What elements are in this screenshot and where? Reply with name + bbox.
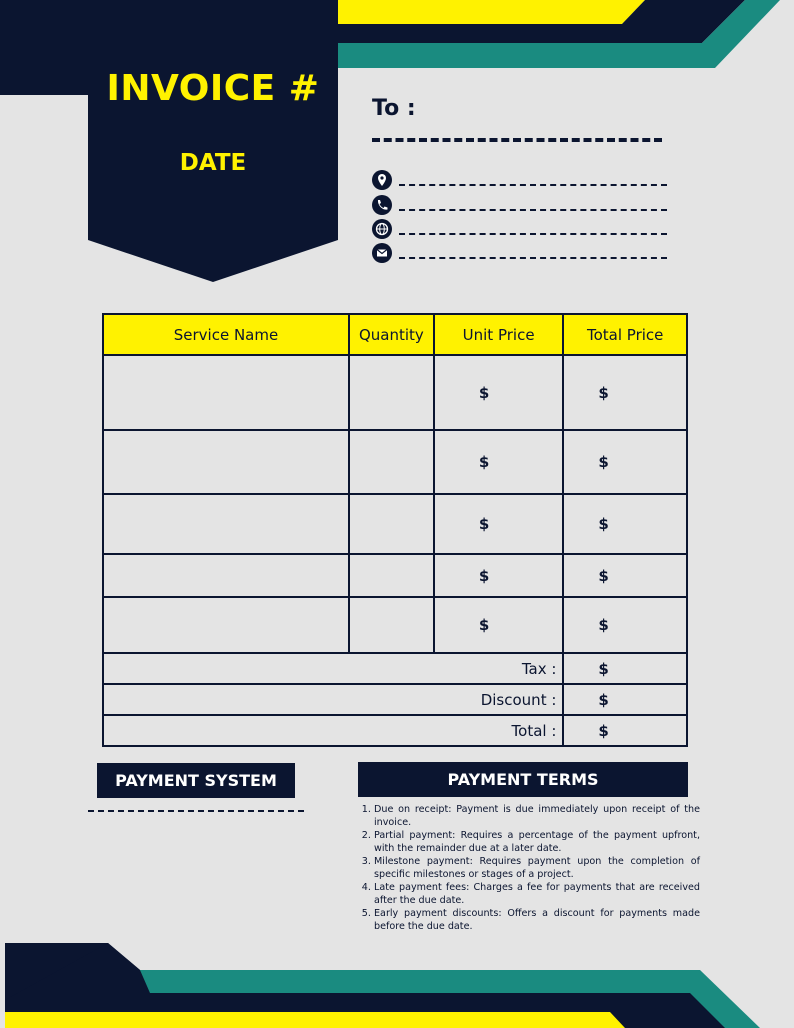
list-item: 3. Milestone payment: Requires payment upon the completion of specific milestones or stages of a project. (374, 855, 700, 881)
payment-terms-heading: PAYMENT TERMS (358, 762, 688, 797)
discount-value[interactable]: $ (563, 684, 687, 715)
list-item: 2. Partial payment: Requires a percentage of the payment upfront, with the remainder due at a later date. (374, 829, 700, 855)
discount-row (103, 684, 687, 715)
address-line[interactable] (399, 184, 667, 186)
total-price-cell[interactable]: $ (563, 355, 687, 430)
discount-label: Discount : (103, 684, 563, 715)
address-row (372, 170, 672, 192)
globe-icon (372, 219, 392, 239)
unit-price-cell[interactable]: $ (434, 430, 564, 494)
quantity-cell[interactable] (349, 430, 434, 494)
unit-price-cell[interactable]: $ (434, 554, 564, 597)
email-row (372, 243, 672, 265)
header-quantity: Quantity (349, 314, 434, 355)
payment-terms-list (362, 803, 700, 933)
table-row (103, 430, 687, 494)
location-icon (372, 170, 392, 190)
mail-icon (372, 243, 392, 263)
unit-price-cell[interactable]: $ (434, 494, 564, 554)
total-row (103, 715, 687, 746)
date-label: DATE (179, 150, 247, 176)
header-service-name: Service Name (103, 314, 349, 355)
payment-system-heading: PAYMENT SYSTEM (97, 763, 295, 798)
table-row (103, 597, 687, 653)
quantity-cell[interactable] (349, 554, 434, 597)
to-name-line[interactable] (372, 138, 662, 142)
header-unit-price: Unit Price (434, 314, 564, 355)
list-item: 1. Due on receipt: Payment is due immediately upon receipt of the invoice. (374, 803, 700, 829)
service-cell[interactable] (103, 494, 349, 554)
tax-value[interactable]: $ (563, 653, 687, 684)
total-value[interactable]: $ (563, 715, 687, 746)
invoice-table (102, 313, 688, 747)
top-left-navy-block (0, 0, 88, 95)
website-line[interactable] (399, 233, 667, 235)
table-row (103, 494, 687, 554)
email-line[interactable] (399, 257, 667, 259)
tax-label: Tax : (103, 653, 563, 684)
invoice-title: INVOICE # (106, 68, 320, 109)
table-row (103, 554, 687, 597)
service-cell[interactable] (103, 355, 349, 430)
phone-line[interactable] (399, 209, 667, 211)
total-price-cell[interactable]: $ (563, 597, 687, 653)
service-cell[interactable] (103, 430, 349, 494)
total-price-cell[interactable]: $ (563, 554, 687, 597)
unit-price-cell[interactable]: $ (434, 597, 564, 653)
total-price-cell[interactable]: $ (563, 494, 687, 554)
to-label: To : (372, 96, 416, 121)
list-item: 5. Early payment discounts: Offers a discount for payments made before the due date. (374, 907, 700, 933)
top-yellow-band (338, 0, 645, 24)
header-total-price: Total Price (563, 314, 687, 355)
phone-icon (372, 195, 392, 215)
total-label: Total : (103, 715, 563, 746)
total-price-cell[interactable]: $ (563, 430, 687, 494)
bottom-yellow-band (5, 1012, 625, 1028)
service-cell[interactable] (103, 597, 349, 653)
list-item: 4. Late payment fees: Charges a fee for payments that are received after the due date. (374, 881, 700, 907)
phone-row (372, 195, 672, 217)
tax-row (103, 653, 687, 684)
quantity-cell[interactable] (349, 597, 434, 653)
payment-system-line[interactable] (88, 810, 304, 812)
table-header-row (103, 314, 687, 355)
website-row (372, 219, 672, 241)
quantity-cell[interactable] (349, 355, 434, 430)
service-cell[interactable] (103, 554, 349, 597)
table-row (103, 355, 687, 430)
header-banner (88, 0, 338, 282)
unit-price-cell[interactable]: $ (434, 355, 564, 430)
quantity-cell[interactable] (349, 494, 434, 554)
